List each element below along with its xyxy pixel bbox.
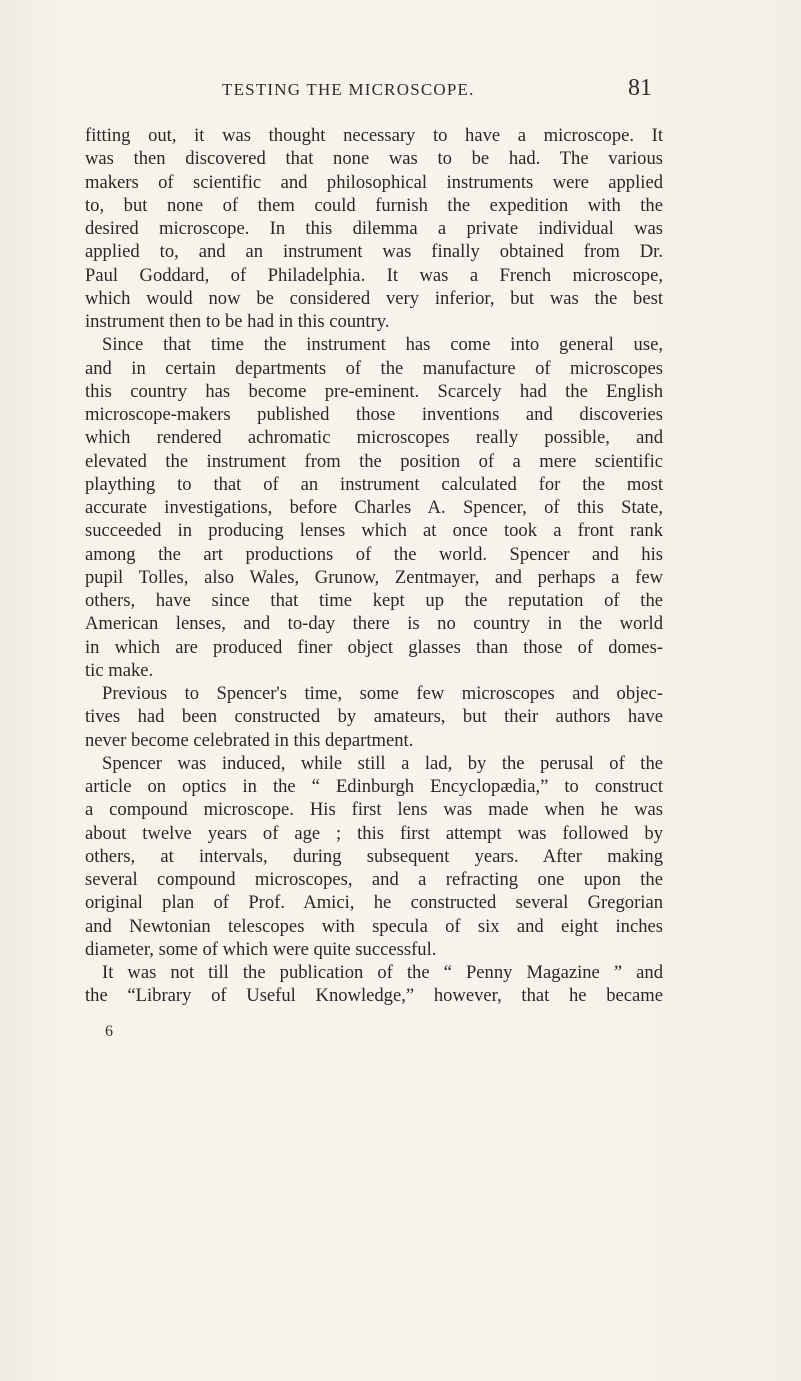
text-line: accurate investigations, before Charles A. Spencer, of this State, — [85, 497, 663, 518]
text-line: Spencer was induced, while still a lad, by the perusal of the — [102, 752, 663, 774]
text-line: and Newtonian telescopes with specula of six and eight inches — [85, 915, 663, 937]
text-line: others, have since that time kept up the reputation of the — [85, 590, 663, 611]
text-line: makers of scientific and philosophical instruments were applied — [85, 171, 663, 193]
text-line: elevated the instrument from the position of a mere scientific — [85, 450, 663, 472]
text-line: microscope-makers published those inventions and discoveries — [85, 404, 663, 425]
text-line: never become celebrated in this department. — [85, 729, 414, 751]
text-line: this country has become pre-eminent. Scarcely had the English — [85, 380, 663, 402]
running-head: TESTING THE MICROSCOPE. — [222, 80, 475, 99]
text-line: the “Library of Useful Knowledge,” however, that he became — [85, 985, 663, 1007]
text-line: article on optics in the “ Edinburgh Encyclopædia,” to construct — [85, 776, 663, 797]
text-line: Previous to Spencer's time, some few microscopes and objec- — [102, 683, 663, 704]
body-text — [85, 124, 663, 1008]
text-line: in which are produced finer object glasses than those of domes- — [85, 636, 663, 658]
text-line: diameter, some of which were quite successful. — [85, 938, 437, 960]
text-line: tives had been constructed by amateurs, but their authors have — [85, 706, 663, 728]
text-line: desired microscope. In this dilemma a private individual was — [85, 218, 663, 239]
text-line: original plan of Prof. Amici, he constructed several Gregorian — [85, 892, 663, 914]
text-line: Paul Goddard, of Philadelphia. It was a French microscope, — [85, 264, 663, 286]
text-line: which rendered achromatic microscopes really possible, and — [85, 427, 663, 449]
text-line: a compound microscope. His first lens was made when he was — [85, 799, 663, 821]
text-line: was then discovered that none was to be had. The various — [85, 148, 663, 170]
text-line: plaything to that of an instrument calculated for the most — [85, 473, 663, 495]
text-line: Since that time the instrument has come into general use, — [102, 334, 663, 356]
text-line: several compound microscopes, and a refracting one upon the — [85, 869, 663, 890]
text-line: succeeded in producing lenses which at once took a front rank — [85, 520, 663, 542]
text-line: and in certain departments of the manufacture of microscopes — [85, 357, 663, 379]
text-line: fitting out, it was thought necessary to have a microscope. It — [85, 125, 663, 146]
signature-mark: 6 — [105, 1023, 113, 1040]
text-line: others, at intervals, during subsequent years. After making — [85, 845, 663, 867]
text-line: instrument then to be had in this country. — [85, 311, 390, 332]
text-line: to, but none of them could furnish the expedition with the — [85, 194, 663, 216]
text-line: pupil Tolles, also Wales, Grunow, Zentmayer, and perhaps a few — [85, 566, 663, 588]
text-line: tic make. — [85, 659, 154, 681]
text-line: It was not till the publication of the “ Penny Magazine ” and — [102, 962, 663, 983]
text-line: applied to, and an instrument was finally obtained from Dr. — [85, 241, 663, 263]
text-line: about twelve years of age ; this first attempt was followed by — [85, 822, 663, 844]
text-line: among the art productions of the world. Spencer and his — [85, 543, 663, 565]
text-line: American lenses, and to-day there is no country in the world — [85, 613, 663, 635]
page-number: 81 — [628, 75, 652, 101]
text-line: which would now be considered very inferior, but was the best — [85, 287, 663, 309]
